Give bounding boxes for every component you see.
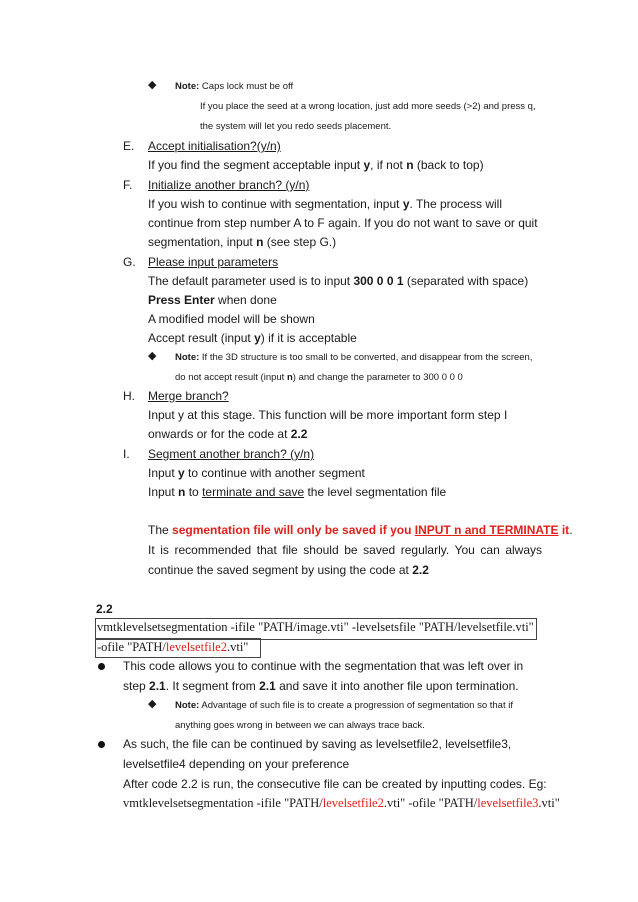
step-g-line2: Press Enter when done	[148, 293, 277, 307]
step-g-line4: Accept result (input y) if it is acceptable	[148, 331, 357, 345]
bullet2-line1: As such, the file can be continued by saving as levelsetfile2, levelsetfile3,	[123, 737, 512, 751]
seed-note-line2: the system will let you redo seeds placement.	[200, 121, 392, 132]
bullet1-line2: step 2.1. It segment from 2.1 and save it into another file upon termination.	[123, 679, 519, 693]
save-recommendation: It is recommended that file should be saved regularly. You can always	[148, 543, 542, 557]
step-letter-g: G.	[123, 255, 136, 269]
step-title-e: Accept initialisation?(y/n)	[148, 139, 281, 153]
step-f-line3: segmentation, input n (see step G.)	[148, 235, 337, 249]
step-title-h: Merge branch?	[148, 389, 229, 403]
step-g-line3: A modified model will be shown	[148, 312, 315, 326]
step-i-line2: Input n to terminate and save the level segmentation file	[148, 485, 447, 499]
bullet2-line2: levelsetfile4 depending on your preference	[123, 757, 350, 771]
step-g-note-line1: Note: If the 3D structure is too small to be converted, and disappear from the screen,	[175, 352, 533, 363]
step-title-f: Initialize another branch? (y/n)	[148, 178, 310, 192]
save-warning: The segmentation file will only be saved if you INPUT n and TERMINATE it.	[148, 523, 573, 537]
section-heading-2-2: 2.2	[96, 602, 113, 616]
step-h-line2: onwards or for the code at 2.2	[148, 427, 308, 441]
step-f-line1: If you wish to continue with segmentation, input y. The process will	[148, 197, 502, 211]
diamond-bullet-icon: ◆	[148, 698, 157, 710]
bullet1-line1: This code allows you to continue with the segmentation that was left over in	[123, 659, 524, 673]
step-g-line1: The default parameter used is to input 300 0 0 1 (separated with space)	[148, 274, 529, 288]
step-title-i: Segment another branch? (y/n)	[148, 447, 315, 461]
save-continue-line: continue the saved segment by using the code at 2.2	[148, 563, 429, 577]
diamond-bullet-icon: ◆	[148, 350, 157, 362]
step-e-line1: If you find the segment acceptable input y, if not n (back to top)	[148, 158, 484, 172]
section22-note-line2: anything goes wrong in between we can always trace back.	[175, 720, 425, 731]
seed-note-line1: If you place the seed at a wrong location, just add more seeds (>2) and press q,	[200, 101, 536, 112]
bullet-dot-icon	[98, 663, 105, 670]
bullet-dot-icon	[98, 741, 105, 748]
step-f-line2: continue from step number A to F again. If you do not want to save or quit	[148, 216, 538, 230]
step-g-note-line2: do not accept result (input n) and change the parameter to 300 0 0 0	[175, 372, 463, 383]
command-line2: -ofile "PATH/levelsetfile2.vti"	[97, 640, 249, 654]
step-letter-e: E.	[123, 139, 135, 153]
step-title-g: Please input parameters	[148, 255, 279, 269]
step-h-line1: Input y at this stage. This function will be more important form step I	[148, 408, 508, 422]
step-letter-i: I.	[123, 447, 130, 461]
command-line1: vmtklevelsetsegmentation -ifile "PATH/image.vti" -levelsetsfile "PATH/levelsetfile.vti"	[97, 620, 534, 634]
section22-note-line1: Note: Advantage of such file is to create a progression of segmentation so that if	[175, 700, 513, 711]
step-letter-f: F.	[123, 178, 133, 192]
step-letter-h: H.	[123, 389, 135, 403]
diamond-bullet-icon: ◆	[148, 79, 157, 91]
step-i-line1: Input y to continue with another segment	[148, 466, 365, 480]
bullet2-line3: After code 2.2 is run, the consecutive file can be created by inputting codes. Eg:	[123, 777, 547, 791]
bullet2-command: vmtklevelsetsegmentation -ifile "PATH/levelsetfile2.vti" -ofile "PATH/levelsetfile3.vti"	[123, 796, 560, 810]
caps-lock-note: Note: Caps lock must be off	[175, 81, 294, 92]
